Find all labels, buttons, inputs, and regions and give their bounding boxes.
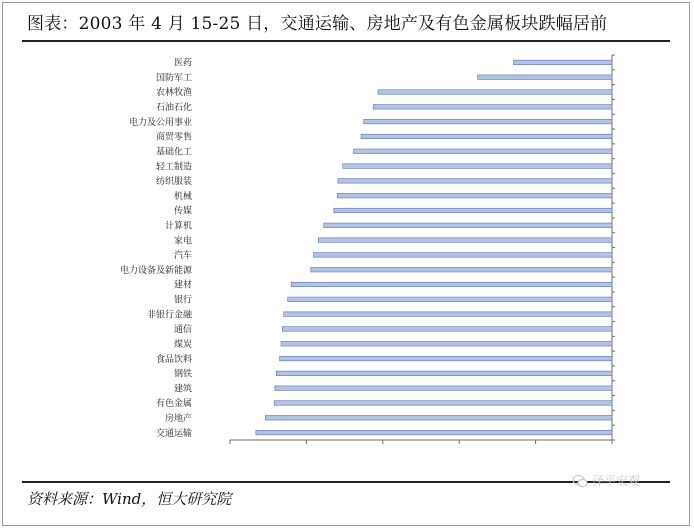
watermark-text: 泽平宏观 bbox=[592, 474, 641, 488]
category-label-19: 通信 bbox=[173, 325, 192, 336]
wechat-icon bbox=[572, 473, 588, 489]
bar-25 bbox=[265, 416, 612, 421]
category-label-13: 家电 bbox=[173, 236, 192, 247]
bar-10 bbox=[337, 193, 612, 198]
figure-title: 图表：2003 年 4 月 15-25 日，交通运输、房地产及有色金属板块跌幅居前 bbox=[27, 14, 608, 34]
bar-1 bbox=[514, 60, 612, 65]
chart-bars bbox=[256, 60, 612, 435]
watermark bbox=[572, 472, 640, 489]
bar-18 bbox=[284, 312, 612, 317]
bar-8 bbox=[343, 164, 612, 169]
category-label-5: 电力及公用事业 bbox=[128, 117, 192, 128]
category-label-23: 建筑 bbox=[173, 384, 192, 395]
category-label-22: 钢铁 bbox=[173, 369, 192, 380]
bar-4 bbox=[373, 105, 612, 110]
bar-17 bbox=[288, 297, 612, 302]
bar-19 bbox=[282, 327, 612, 332]
category-label-12: 计算机 bbox=[164, 221, 192, 232]
category-label-1: 医药 bbox=[173, 58, 192, 69]
category-label-4: 石油石化 bbox=[155, 103, 192, 114]
category-label-8: 轻工制造 bbox=[155, 162, 192, 173]
category-label-20: 煤炭 bbox=[173, 339, 192, 350]
bar-2 bbox=[478, 75, 612, 80]
category-label-21: 食品饮料 bbox=[155, 354, 192, 365]
category-label-9: 纺织服装 bbox=[155, 177, 192, 188]
category-label-10: 机械 bbox=[173, 191, 192, 202]
category-label-16: 建材 bbox=[173, 280, 192, 291]
bar-14 bbox=[314, 253, 612, 258]
category-label-15: 电力设备及新能源 bbox=[119, 265, 192, 276]
bar-11 bbox=[334, 208, 612, 213]
category-label-14: 汽车 bbox=[173, 251, 192, 262]
source-note: 资料来源：Wind，恒大研究院 bbox=[27, 490, 232, 508]
bar-22 bbox=[276, 371, 612, 376]
bar-7 bbox=[354, 149, 612, 154]
category-label-25: 房地产 bbox=[164, 413, 192, 424]
bar-13 bbox=[318, 238, 612, 243]
bar-26 bbox=[256, 430, 612, 435]
category-label-17: 银行 bbox=[173, 295, 192, 306]
category-label-7: 基础化工 bbox=[155, 147, 192, 158]
bar-24 bbox=[274, 401, 612, 406]
bar-21 bbox=[280, 356, 612, 361]
category-label-2: 国防军工 bbox=[155, 73, 192, 84]
chart-category-labels bbox=[120, 57, 193, 439]
bar-15 bbox=[311, 267, 612, 272]
category-label-11: 传媒 bbox=[173, 206, 192, 217]
category-label-18: 非银行金融 bbox=[146, 310, 192, 321]
bar-20 bbox=[281, 342, 612, 347]
bar-9 bbox=[338, 179, 612, 184]
category-label-26: 交通运输 bbox=[155, 428, 192, 439]
bar-6 bbox=[361, 134, 612, 139]
bar-3 bbox=[378, 90, 612, 95]
bar-12 bbox=[324, 223, 612, 228]
bar-16 bbox=[291, 282, 612, 287]
bar-5 bbox=[364, 119, 612, 124]
category-label-3: 农林牧渔 bbox=[155, 88, 192, 99]
category-label-24: 有色金属 bbox=[155, 399, 192, 410]
bar-23 bbox=[275, 386, 612, 391]
category-label-6: 商贸零售 bbox=[155, 132, 192, 143]
